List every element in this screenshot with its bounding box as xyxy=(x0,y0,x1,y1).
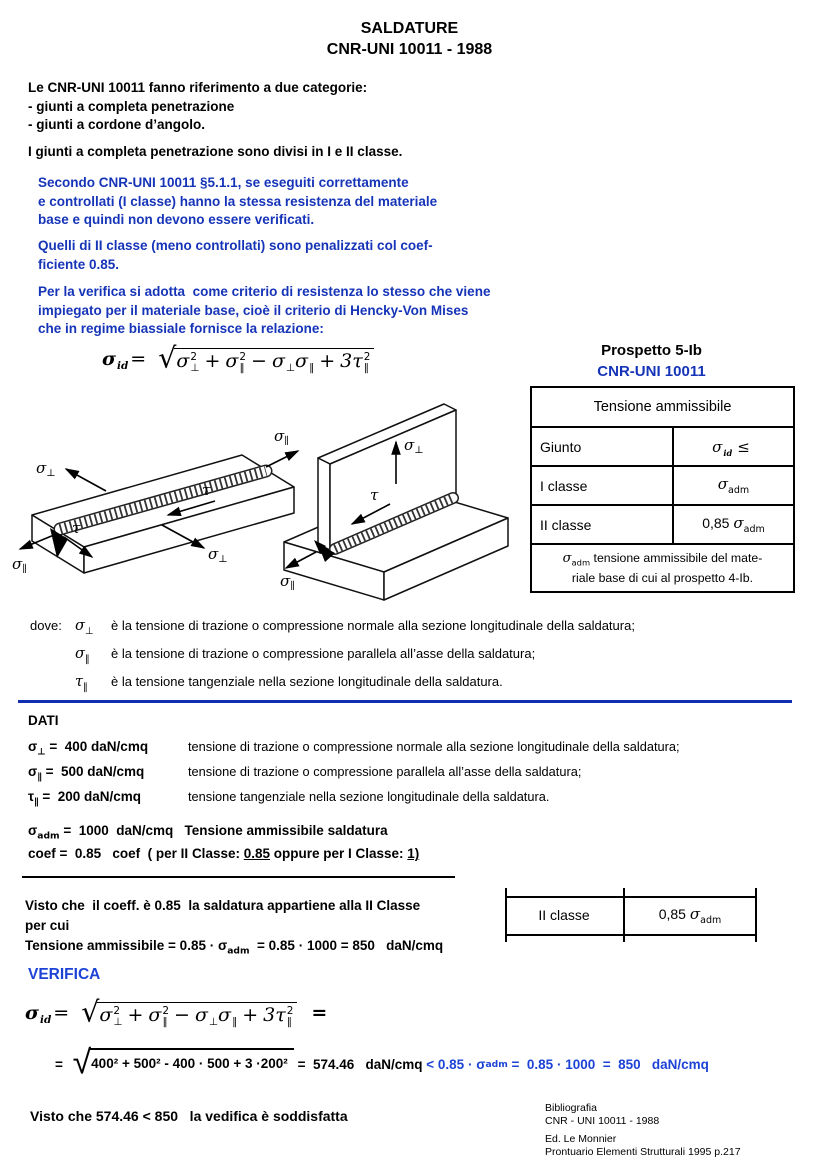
equals-sign: = xyxy=(53,1002,70,1024)
sigma-par-label-2: $\sigma_\parallel$ xyxy=(12,555,27,575)
prospetto-title: Prospetto 5-Ib xyxy=(601,342,702,359)
sigma-par-label: $\sigma_\parallel$ xyxy=(280,572,295,592)
black-divider xyxy=(22,876,455,878)
class-table-excerpt xyxy=(505,888,757,942)
data-row xyxy=(28,762,818,787)
radical xyxy=(72,1043,294,1082)
bibliography-line: Prontuario Elementi Strutturali 1995 p.217 xyxy=(545,1146,741,1158)
table-cell: σ id ≤ xyxy=(673,427,794,466)
tau-label: τ xyxy=(202,481,211,499)
dati-section xyxy=(28,713,818,861)
bibliography-line: CNR - UNI 10011 - 1988 xyxy=(545,1115,660,1127)
data-row xyxy=(28,787,818,812)
paragraph-line: impiegato per il materiale base, cioè il criterio di Hencky-Von Mises xyxy=(38,302,469,318)
paragraph-line: Per la verifica si adotta come criterio di resistenza lo stesso che viene xyxy=(38,284,491,299)
sigma-perp-label: $\sigma_\perp$ xyxy=(36,459,56,479)
admissible-comparison: < 0.85 · σ adm = 0.85 · 1000 = 850 daN/cmq xyxy=(426,1057,709,1073)
paragraph-line: e controllati (I classe) hanno la stessa resistenza del materiale xyxy=(38,193,438,209)
butt-weld-diagram xyxy=(10,415,310,610)
blue-paragraph-2 xyxy=(38,237,433,274)
page-title: SALDATURE xyxy=(360,20,459,37)
tau-end-label: τ xyxy=(72,519,81,537)
tau-par-symbol: $\tau_\parallel$ xyxy=(75,673,88,693)
equals-sign: = xyxy=(55,1057,67,1073)
fillet-weld-diagram xyxy=(278,392,523,607)
prospetto-heading xyxy=(530,340,773,382)
sigma-par-symbol: $\sigma_\parallel$ xyxy=(75,645,90,665)
table-footnote: σ $_{adm}$ tensione ammissibile del mate- riale base di cui al prospetto 4-Ib. xyxy=(531,544,794,592)
paragraph-line: che in regime biassiale fornisce la relazione: xyxy=(38,321,324,336)
visto-line: Visto che il coeff. è 0.85 la saldatura appartiene alla II Classe xyxy=(25,898,421,913)
sigma-id-symbol: σ id xyxy=(25,1002,52,1026)
sigma-perp-symbol: $\sigma_\perp$ xyxy=(75,618,94,637)
math-term: 3τ 2 ∥ xyxy=(263,1004,294,1028)
page-subtitle: CNR-UNI 10011 - 1988 xyxy=(326,41,493,58)
dati-heading: DATI xyxy=(28,713,59,728)
data-description: tensione tangenziale nella sezione longitudinale della saldatura. xyxy=(188,789,550,805)
radical-sign: √ xyxy=(72,1043,92,1082)
tau-par-value: $\tau_\parallel = 200$ daN/cmq xyxy=(28,789,142,809)
conclusion-line: Visto che 574.46 < 850 la vedifica è soddisfatta xyxy=(30,1108,348,1124)
math-term: 3τ 2 ∥ xyxy=(340,350,371,374)
math-term: σ 2 ∥ xyxy=(148,1004,170,1028)
equals-sign: = xyxy=(311,1002,328,1024)
table-cell: II classe xyxy=(538,907,590,923)
calc-result: = 574.46 daN/cmq xyxy=(293,1057,427,1073)
sigma-perp-value: $\sigma_\perp = 400$ daN/cmq xyxy=(28,739,149,758)
table-cell: II classe xyxy=(531,505,673,544)
plus-operator: + xyxy=(204,350,221,372)
intro-line: Le CNR-UNI 10011 fanno riferimento a due categorie: xyxy=(28,80,368,95)
plus-operator: + xyxy=(127,1004,144,1026)
paragraph-line: base e quindi non devono essere verificati. xyxy=(38,212,315,227)
math-term: σ 2 ⊥ xyxy=(99,1004,123,1028)
plus-operator: + xyxy=(242,1004,259,1026)
paragraph-line: ficiente 0.85. xyxy=(38,256,120,272)
radical-sign: √ xyxy=(81,995,100,1029)
math-term: σ ∥ xyxy=(295,350,315,374)
sigma-par-value: $\sigma_\parallel = 500$ daN/cmq xyxy=(28,764,145,783)
math-term: σ ⊥ xyxy=(271,350,296,374)
hencky-von-mises-formula-verifica xyxy=(25,995,333,1031)
math-term: σ ⊥ xyxy=(194,1004,219,1028)
minus-operator: − xyxy=(174,1004,190,1026)
prospetto-table xyxy=(530,386,795,593)
blue-paragraph-1 xyxy=(38,174,437,230)
data-row xyxy=(28,737,818,762)
table-cell: 0,85 σ $_{adm}$ xyxy=(673,505,794,544)
bibliography xyxy=(545,1102,741,1159)
intro-line: - giunti a completa penetrazione xyxy=(28,98,235,114)
hencky-von-mises-formula xyxy=(102,341,374,377)
math-term: σ ∥ xyxy=(218,1004,238,1028)
symbol-definitions xyxy=(30,618,810,693)
tensione-ammissibile-line: Tensione ammissibile = $0.85 \cdot \sigma_{adm} = 0.85 \cdot 1000 = 850$ daN/cmq xyxy=(25,938,444,957)
data-description: tensione di trazione o compressione parallela all’asse della saldatura; xyxy=(188,764,582,780)
paragraph-line: Secondo CNR-UNI 10011 §5.1.1, se eseguiti correttamente xyxy=(38,175,409,190)
classes-line: I giunti a completa penetrazione sono divisi in I e II classe. xyxy=(28,144,403,159)
radicand-expression: 400² + 500² - 400 · 500 + 3 ·200² xyxy=(89,1048,294,1071)
bibliography-line: Bibliografia xyxy=(545,1102,597,1114)
equals-sign: = xyxy=(130,348,147,370)
plus-operator: + xyxy=(319,350,336,372)
sigma-par-label: $\sigma_\parallel$ xyxy=(274,427,289,447)
math-term: σ 2 ⊥ xyxy=(176,350,200,374)
paragraph-line: Quelli di II classe (meno controllati) sono penalizzati col coef- xyxy=(38,238,433,253)
blue-paragraph-3 xyxy=(38,283,490,339)
verifica-heading: VERIFICA xyxy=(28,966,101,983)
tau-label: τ xyxy=(370,486,379,504)
sigma-id-symbol: σ id xyxy=(102,348,129,372)
definition-text: è la tensione di trazione o compressione normale alla sezione longitudinale della saldatura; xyxy=(111,618,635,633)
table-border xyxy=(505,934,757,936)
intro-line: - giunti a cordone d’angolo. xyxy=(28,117,205,132)
visto-block xyxy=(25,896,495,962)
verification-calculation xyxy=(55,1043,709,1082)
table-cell: 0,85 σ $_{adm}$ xyxy=(658,904,722,926)
sigma-perp-label: $\sigma_\perp$ xyxy=(404,436,424,456)
sigma-perp-label-2: $\sigma_\perp$ xyxy=(208,545,228,565)
sigma-perp-arrow xyxy=(66,469,106,491)
blue-divider xyxy=(18,700,792,703)
minus-operator: − xyxy=(251,350,267,372)
table-cell: I classe xyxy=(531,466,673,505)
prospetto-subtitle: CNR-UNI 10011 xyxy=(597,363,706,380)
table-cell: Giunto xyxy=(531,427,673,466)
dove-label: dove: xyxy=(30,618,62,633)
coef-line: coef = 0.85 coef ( per II Classe: 0.85 oppure per I Classe: 1) xyxy=(28,846,420,862)
data-description: tensione di trazione o compressione normale alla sezione longitudinale della saldatura; xyxy=(188,739,680,754)
title-block xyxy=(0,18,819,60)
bibliography-line: Ed. Le Monnier xyxy=(545,1133,617,1145)
sigma-adm-value: $\sigma_{adm} = 1000$ daN/cmq Tensione ammissibile saldatura xyxy=(28,822,388,842)
radical xyxy=(81,995,297,1031)
visto-line: per cui xyxy=(25,918,70,933)
table-header: Tensione ammissibile xyxy=(531,387,794,427)
definition-text: è la tensione tangenziale nella sezione longitudinale della saldatura. xyxy=(111,673,503,689)
radical xyxy=(158,341,374,377)
radical-sign: √ xyxy=(158,341,177,375)
definition-text: è la tensione di trazione o compressione parallela all’asse della saldatura; xyxy=(111,645,536,661)
math-term: σ 2 ∥ xyxy=(225,350,247,374)
table-cell: σ $_{adm}$ xyxy=(673,466,794,505)
intro-paragraph xyxy=(28,79,367,135)
